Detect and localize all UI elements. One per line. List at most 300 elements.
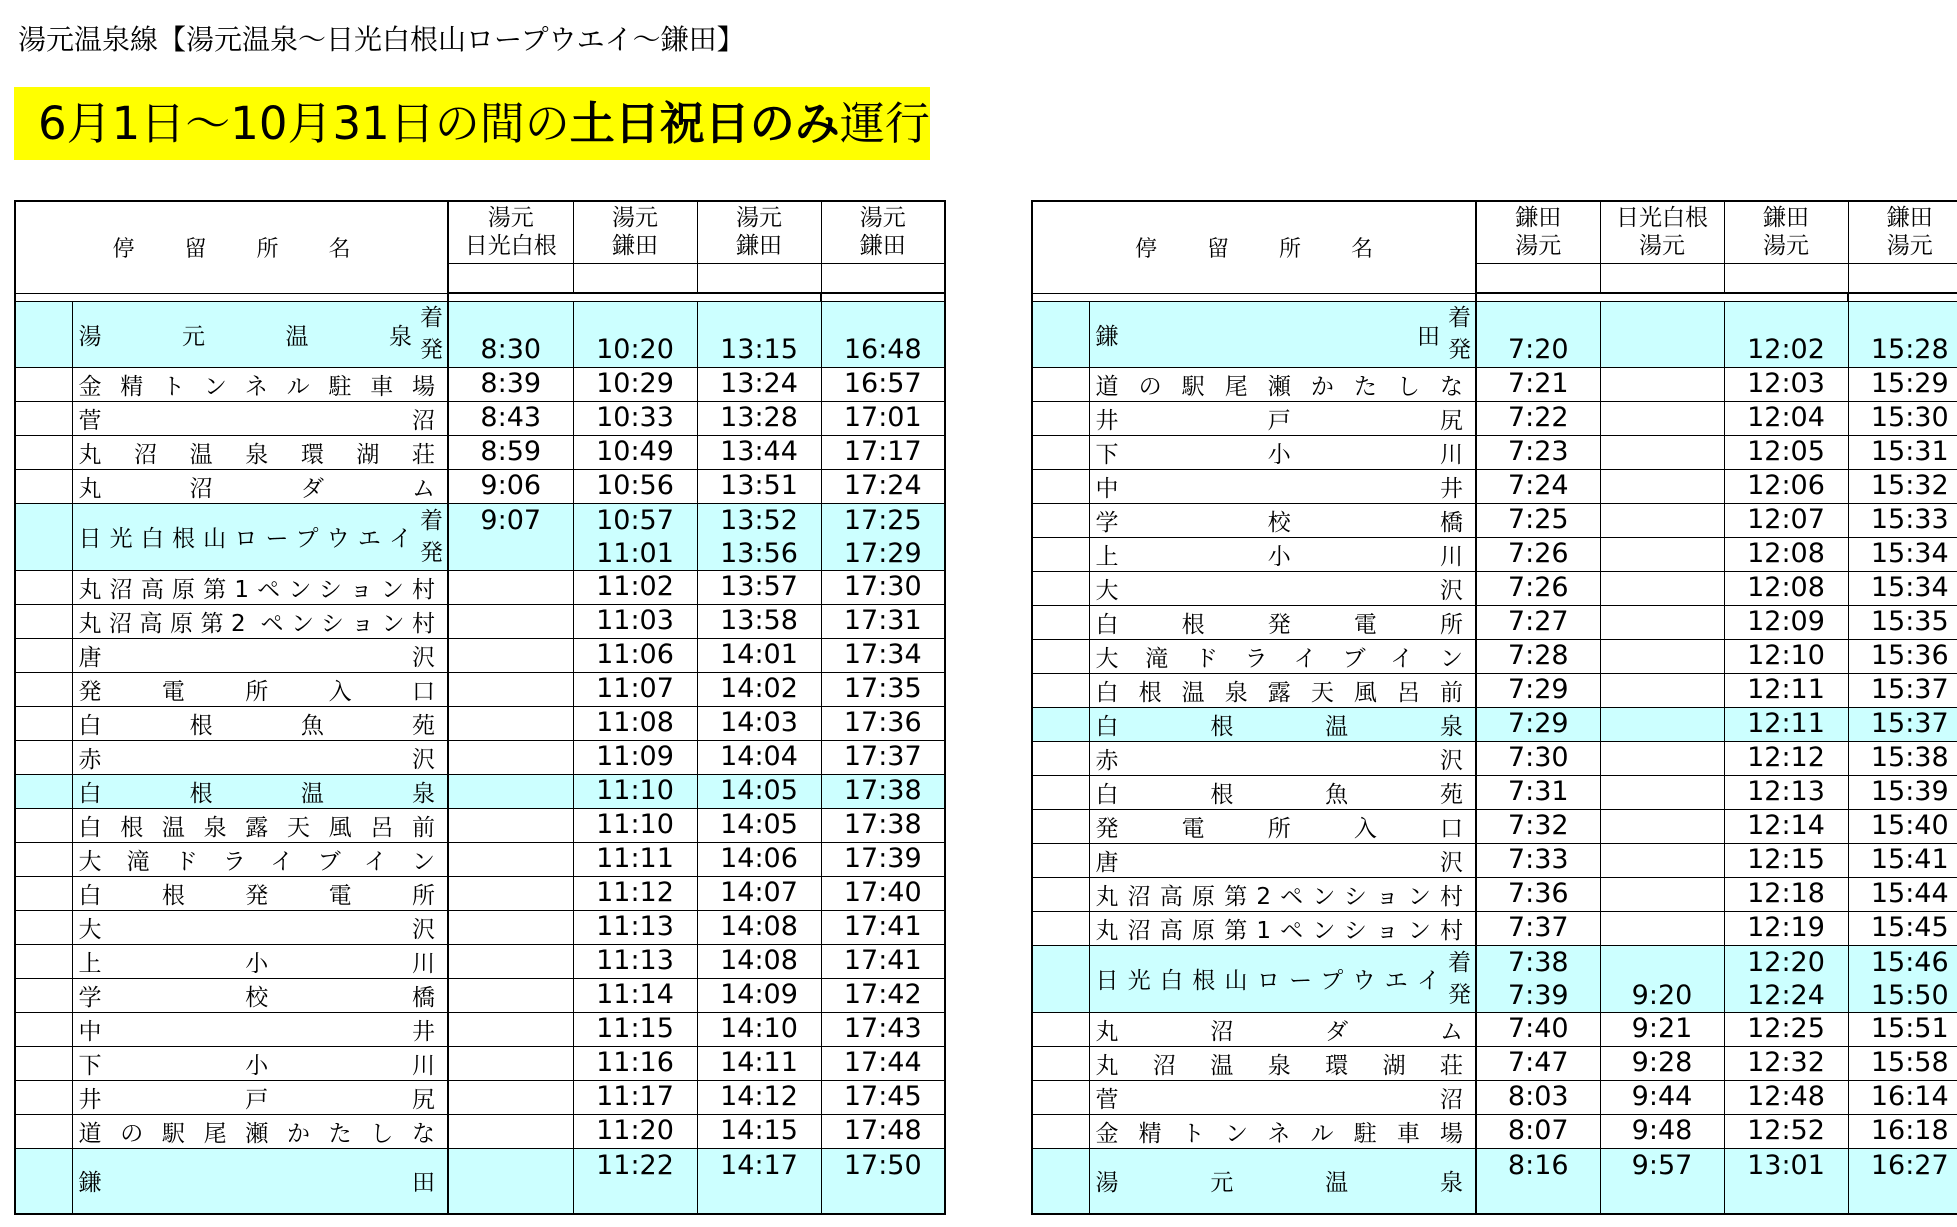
- stop-name-cell: [72, 570, 448, 604]
- stop-name-cell: [1089, 911, 1476, 945]
- stop-name: 白 根 発 電 所: [1095, 611, 1463, 638]
- stop-name-cell: [1089, 673, 1476, 707]
- stop-name-wrap: [1096, 402, 1472, 435]
- time-cell: 7:24: [1476, 469, 1600, 503]
- column-header: [448, 201, 573, 263]
- time-cell: 7:36: [1476, 877, 1600, 911]
- time-cell: 12:48: [1724, 1080, 1848, 1114]
- stop-name: 丸沼高原第2ペンション村: [1095, 883, 1463, 910]
- stop-name-wrap: [1096, 436, 1472, 469]
- stop-name-wrap: [79, 945, 444, 978]
- stop-name-wrap: [79, 877, 444, 910]
- time-cell: 11:17: [573, 1080, 697, 1114]
- column-header-line: 日光白根: [1616, 205, 1708, 231]
- arrive-depart-flags: [420, 302, 443, 366]
- row-marker-cell: [15, 401, 72, 435]
- time-cell: 14:10: [697, 1012, 821, 1046]
- row-marker-cell: [15, 1148, 72, 1214]
- column-header-line: 湯元: [1763, 233, 1809, 259]
- time-cell: 13:24: [697, 367, 821, 401]
- time-cell: 15:45: [1848, 911, 1957, 945]
- time-cell: 11:08: [573, 706, 697, 740]
- stop-name-cell: [72, 638, 448, 672]
- departure-time: [449, 537, 573, 570]
- time-cell: 8:59: [448, 435, 573, 469]
- row-marker-cell: [1032, 911, 1089, 945]
- row-marker-cell: [15, 435, 72, 469]
- time-cell: 11:10: [573, 774, 697, 808]
- row-marker-cell: [1032, 877, 1089, 911]
- stop-name-cell: [72, 469, 448, 503]
- stop-name-wrap: [1096, 844, 1472, 877]
- stop-name-wrap: [1096, 572, 1472, 605]
- arrival-time: 15:46: [1870, 946, 1949, 978]
- column-header-line: 日光白根: [464, 233, 557, 259]
- row-marker-cell: [15, 367, 72, 401]
- time-cell: 8:16: [1476, 1148, 1600, 1214]
- time-cell: 8:43: [448, 401, 573, 435]
- stop-name: 中 井: [78, 1018, 435, 1045]
- time-cell: 13:15: [697, 301, 821, 367]
- row-marker-cell: [15, 1012, 72, 1046]
- stop-name-cell: [72, 876, 448, 910]
- header-stop-name: [15, 201, 448, 293]
- header-stop-name-char: 名: [1350, 236, 1373, 262]
- arrival-time: 7:38: [1507, 946, 1569, 978]
- stop-row: [15, 638, 945, 672]
- time-cell: [1600, 911, 1724, 945]
- stop-name: 大滝ドライブイン: [78, 848, 435, 875]
- stop-name: 道の駅尾瀬かたしな: [1095, 373, 1463, 400]
- stop-name-cell: [72, 774, 448, 808]
- row-marker-cell: [15, 469, 72, 503]
- column-header: [821, 201, 945, 263]
- stop-name-cell: [72, 604, 448, 638]
- stop-name: 鎌 田: [1095, 323, 1440, 350]
- stop-name-wrap: [79, 843, 444, 876]
- time-cell: 17:39: [821, 842, 945, 876]
- timetable-return: [1031, 200, 1957, 1215]
- column-header-line: 湯元: [1639, 233, 1685, 259]
- stop-name-cell: [72, 808, 448, 842]
- time-cell: 15:40: [1848, 809, 1957, 843]
- time-cell: 17:30: [821, 570, 945, 604]
- stop-name-cell: [72, 435, 448, 469]
- time-cell: [1600, 877, 1724, 911]
- stop-row: [1032, 1148, 1957, 1214]
- time-cell: 8:03: [1476, 1080, 1600, 1114]
- time-cell: [1600, 809, 1724, 843]
- column-header-blank: [1600, 263, 1724, 293]
- arrival-time: [1601, 946, 1724, 979]
- time-cell: 15:51: [1848, 1012, 1957, 1046]
- stop-name-cell: [72, 1046, 448, 1080]
- time-cell: 14:02: [697, 672, 821, 706]
- stop-name-cell: [1089, 945, 1476, 1012]
- stop-row: [15, 570, 945, 604]
- header-stop-name-char: 留: [1206, 236, 1229, 262]
- stop-name-cell: [1089, 469, 1476, 503]
- column-header: [697, 201, 821, 263]
- stop-name-cell: [1089, 571, 1476, 605]
- stop-row: [15, 1046, 945, 1080]
- time-cell: 17:48: [821, 1114, 945, 1148]
- stop-name-wrap: [79, 1115, 444, 1148]
- header-stop-name: [1032, 201, 1476, 293]
- time-cell: 9:06: [448, 469, 573, 503]
- time-cell: 15:44: [1848, 877, 1957, 911]
- time-cell: 14:08: [697, 944, 821, 978]
- stop-name-wrap: [79, 368, 444, 401]
- time-cell: [448, 740, 573, 774]
- stop-name: 白 根 魚 苑: [78, 712, 435, 739]
- time-cell: 12:52: [1724, 1114, 1848, 1148]
- stop-name-cell: [72, 367, 448, 401]
- stop-name-wrap: [79, 571, 444, 604]
- time-cell: [1600, 301, 1724, 367]
- stop-name: 唐 沢: [78, 644, 435, 671]
- row-marker-cell: [1032, 741, 1089, 775]
- time-cell: [697, 503, 821, 570]
- row-marker-cell: [1032, 673, 1089, 707]
- time-cell: 11:03: [573, 604, 697, 638]
- header-stop-name-char: 停: [1134, 236, 1157, 262]
- time-cell: [573, 503, 697, 570]
- time-cell: 13:28: [697, 401, 821, 435]
- banner-prefix: 6月1日～10月31日の間の: [38, 97, 570, 150]
- row-marker-cell: [1032, 401, 1089, 435]
- stop-row: [1032, 401, 1957, 435]
- stop-name-wrap: [1096, 947, 1472, 1011]
- departure-time: 17:29: [843, 537, 922, 569]
- time-cell: 12:06: [1724, 469, 1848, 503]
- time-cell: 11:09: [573, 740, 697, 774]
- time-cell: [1600, 537, 1724, 571]
- departure-time: 13:56: [720, 537, 798, 569]
- stop-row: [1032, 1080, 1957, 1114]
- time-cell: 17:42: [821, 978, 945, 1012]
- time-cell: 10:56: [573, 469, 697, 503]
- stop-name-cell: [1089, 707, 1476, 741]
- stop-name-wrap: [1096, 878, 1472, 911]
- stop-name: 下 小 川: [1095, 441, 1463, 468]
- stop-row: [1032, 571, 1957, 605]
- time-cell: [448, 876, 573, 910]
- stop-name: 赤 沢: [78, 746, 435, 773]
- time-cell: 14:01: [697, 638, 821, 672]
- stop-name: 丸沼高原第1ペンション村: [78, 576, 435, 603]
- stop-row: [15, 774, 945, 808]
- stop-name-wrap: [1096, 1115, 1472, 1148]
- stop-name-cell: [1089, 605, 1476, 639]
- stop-name: 金精トンネル駐車場: [78, 373, 435, 400]
- time-cell: 9:48: [1600, 1114, 1724, 1148]
- time-cell: [1476, 945, 1600, 1012]
- stop-row: [15, 1114, 945, 1148]
- stop-name-wrap: [79, 911, 444, 944]
- time-cell: 17:43: [821, 1012, 945, 1046]
- stop-row: [1032, 809, 1957, 843]
- time-cell: 7:26: [1476, 571, 1600, 605]
- row-marker-cell: [1032, 1080, 1089, 1114]
- column-header-blank: [448, 263, 573, 293]
- row-marker-cell: [1032, 1114, 1089, 1148]
- stop-name-wrap: [79, 605, 444, 638]
- time-cell: 11:13: [573, 944, 697, 978]
- time-cell: 17:31: [821, 604, 945, 638]
- depart-label: 発: [420, 539, 443, 566]
- time-cell: 13:01: [1724, 1148, 1848, 1214]
- time-cell: 15:34: [1848, 571, 1957, 605]
- time-cell: 9:57: [1600, 1148, 1724, 1214]
- departure-time: 7:39: [1507, 979, 1569, 1011]
- time-cell: [1600, 741, 1724, 775]
- time-cell: 15:34: [1848, 537, 1957, 571]
- stop-name-wrap: [1096, 1164, 1472, 1197]
- stop-row: [15, 740, 945, 774]
- stop-name-wrap: [1096, 1047, 1472, 1080]
- time-cell: 11:07: [573, 672, 697, 706]
- stop-name-cell: [1089, 843, 1476, 877]
- stop-name: 中 井: [1095, 475, 1463, 502]
- stop-name-wrap: [1096, 1013, 1472, 1046]
- time-cell: 17:45: [821, 1080, 945, 1114]
- stop-name-cell: [1089, 877, 1476, 911]
- stop-name-cell: [1089, 1046, 1476, 1080]
- stop-name-cell: [1089, 741, 1476, 775]
- time-cell: 15:36: [1848, 639, 1957, 673]
- stop-name-wrap: [79, 673, 444, 706]
- row-marker-cell: [15, 1114, 72, 1148]
- time-cell: 7:23: [1476, 435, 1600, 469]
- time-cell: 17:17: [821, 435, 945, 469]
- stop-name: 白 根 魚 苑: [1095, 781, 1463, 808]
- stop-name-wrap: [79, 979, 444, 1012]
- time-cell: 15:35: [1848, 605, 1957, 639]
- stop-row: [1032, 301, 1957, 367]
- time-cell: 7:31: [1476, 775, 1600, 809]
- column-header: [573, 201, 697, 263]
- stop-name: 丸沼温泉環湖荘: [78, 441, 435, 468]
- time-cell: 12:11: [1724, 707, 1848, 741]
- stop-name: 丸沼温泉環湖荘: [1095, 1052, 1463, 1079]
- stop-row: [1032, 673, 1957, 707]
- time-cell: 14:15: [697, 1114, 821, 1148]
- time-cell: 11:22: [573, 1148, 697, 1214]
- header-stop-name-char: 所: [256, 236, 279, 262]
- stop-row: [1032, 877, 1957, 911]
- stop-row: [15, 842, 945, 876]
- departure-time: 9:20: [1631, 979, 1693, 1011]
- time-cell: 10:29: [573, 367, 697, 401]
- time-cell: 7:29: [1476, 707, 1600, 741]
- row-marker-cell: [1032, 571, 1089, 605]
- time-cell: 14:08: [697, 910, 821, 944]
- time-cell: 14:05: [697, 808, 821, 842]
- time-cell: [448, 910, 573, 944]
- time-cell: 17:38: [821, 774, 945, 808]
- time-cell: 7:21: [1476, 367, 1600, 401]
- time-cell: [821, 503, 945, 570]
- time-cell: [448, 1148, 573, 1214]
- stop-name: 井 戸 尻: [78, 1086, 435, 1113]
- time-cell: 17:36: [821, 706, 945, 740]
- time-cell: [448, 774, 573, 808]
- row-marker-cell: [15, 876, 72, 910]
- time-cell: 11:15: [573, 1012, 697, 1046]
- time-cell: 12:08: [1724, 537, 1848, 571]
- time-cell: [448, 1046, 573, 1080]
- depart-label: 発: [1448, 337, 1471, 363]
- stop-name-cell: [1089, 537, 1476, 571]
- row-marker-cell: [1032, 605, 1089, 639]
- column-header-line: 湯元: [1886, 233, 1933, 259]
- time-cell: [448, 842, 573, 876]
- row-marker-cell: [1032, 945, 1089, 1012]
- arrive-label: 着: [1448, 949, 1471, 976]
- time-cell: 16:57: [821, 367, 945, 401]
- time-cell: [1848, 945, 1957, 1012]
- row-marker-cell: [1032, 537, 1089, 571]
- time-cell: [1600, 367, 1724, 401]
- stop-name: 大 沢: [78, 916, 435, 943]
- stop-row: [1032, 435, 1957, 469]
- time-cell: 15:38: [1848, 741, 1957, 775]
- column-header-blank: [697, 263, 821, 293]
- time-cell: 17:34: [821, 638, 945, 672]
- time-cell: 7:29: [1476, 673, 1600, 707]
- time-cell: [448, 706, 573, 740]
- stop-name-wrap: [79, 505, 444, 569]
- time-cell: 15:30: [1848, 401, 1957, 435]
- time-cell: 12:05: [1724, 435, 1848, 469]
- stop-name: 大滝ドライブイン: [1095, 645, 1463, 672]
- stop-name: 白根温泉露天風呂前: [78, 814, 435, 841]
- column-header: [1600, 201, 1724, 263]
- arrival-time: 17:25: [843, 504, 922, 536]
- depart-label: 発: [420, 337, 443, 363]
- stop-name: 赤 沢: [1095, 747, 1463, 774]
- stop-row: [1032, 775, 1957, 809]
- page-title: 湯元温泉線【湯元温泉～日光白根山ロープウエイ～鎌田】: [18, 23, 745, 56]
- time-cell: 17:24: [821, 469, 945, 503]
- stop-name-cell: [1089, 809, 1476, 843]
- stop-name-wrap: [1096, 776, 1472, 809]
- time-cell: [1600, 707, 1724, 741]
- time-cell: 11:12: [573, 876, 697, 910]
- time-cell: 11:06: [573, 638, 697, 672]
- row-marker-cell: [1032, 809, 1089, 843]
- row-marker-cell: [1032, 367, 1089, 401]
- arrival-time: 13:52: [720, 504, 798, 536]
- row-marker-cell: [15, 978, 72, 1012]
- time-cell: 15:37: [1848, 673, 1957, 707]
- row-marker-cell: [1032, 1046, 1089, 1080]
- row-marker-cell: [1032, 775, 1089, 809]
- time-cell: 13:57: [697, 570, 821, 604]
- stop-row: [15, 604, 945, 638]
- stop-name: 菅 沼: [78, 407, 435, 434]
- column-header-line: 鎌田: [612, 233, 658, 259]
- time-cell: [448, 944, 573, 978]
- time-cell: [1600, 503, 1724, 537]
- time-cell: 7:25: [1476, 503, 1600, 537]
- row-marker-cell: [1032, 503, 1089, 537]
- stop-row: [15, 1012, 945, 1046]
- time-cell: 16:27: [1848, 1148, 1957, 1214]
- time-cell: 17:41: [821, 944, 945, 978]
- stop-name-wrap: [79, 1047, 444, 1080]
- row-marker-cell: [1032, 301, 1089, 367]
- stop-row: [15, 876, 945, 910]
- row-marker-cell: [1032, 435, 1089, 469]
- stop-name-cell: [72, 910, 448, 944]
- time-cell: 11:11: [573, 842, 697, 876]
- stop-name: 丸 沼 ダ ム: [1095, 1018, 1463, 1045]
- stop-name: 学 校 橋: [78, 984, 435, 1011]
- time-cell: [448, 638, 573, 672]
- time-cell: 7:20: [1476, 301, 1600, 367]
- stop-name: 丸沼高原第2 ペンション村: [78, 610, 435, 637]
- column-header-blank: [1724, 263, 1848, 293]
- time-cell: 14:09: [697, 978, 821, 1012]
- column-header-line: 鎌田: [859, 233, 906, 259]
- row-marker-cell: [1032, 639, 1089, 673]
- timetable-outbound: [14, 200, 946, 1215]
- time-cell: 12:15: [1724, 843, 1848, 877]
- column-header: [1476, 201, 1600, 263]
- time-cell: [448, 503, 573, 570]
- stop-name: 学 校 橋: [1095, 509, 1463, 536]
- time-cell: 11:10: [573, 808, 697, 842]
- stop-name-wrap: [79, 639, 444, 672]
- row-marker-cell: [15, 740, 72, 774]
- stop-name: 下 小 川: [78, 1052, 435, 1079]
- stop-name-cell: [1089, 1148, 1476, 1214]
- stop-name: 丸沼高原第1ペンション村: [1095, 917, 1463, 944]
- time-cell: 7:28: [1476, 639, 1600, 673]
- time-cell: 17:40: [821, 876, 945, 910]
- stop-row: [1032, 469, 1957, 503]
- stop-name: 白根温泉露天風呂前: [1095, 679, 1463, 706]
- stop-row: [15, 910, 945, 944]
- stop-name-cell: [72, 944, 448, 978]
- departure-time: 11:01: [596, 537, 674, 569]
- time-cell: 14:17: [697, 1148, 821, 1214]
- stop-name-wrap: [1096, 708, 1472, 741]
- stop-name-wrap: [1096, 368, 1472, 401]
- time-cell: 11:13: [573, 910, 697, 944]
- time-cell: 15:41: [1848, 843, 1957, 877]
- stop-row: [15, 367, 945, 401]
- time-cell: 9:21: [1600, 1012, 1724, 1046]
- time-cell: [448, 1114, 573, 1148]
- banner-suffix: 運行: [839, 97, 930, 150]
- stop-name-wrap: [79, 1081, 444, 1114]
- stop-name-wrap: [1096, 912, 1472, 945]
- time-cell: [1600, 673, 1724, 707]
- time-cell: 12:09: [1724, 605, 1848, 639]
- stop-name-cell: [1089, 503, 1476, 537]
- stop-name: 鎌 田: [78, 1170, 435, 1197]
- row-marker-cell: [15, 638, 72, 672]
- departure-time: 15:50: [1870, 979, 1949, 1011]
- stop-name: 発 電 所 入 口: [78, 678, 435, 705]
- time-cell: 14:07: [697, 876, 821, 910]
- row-marker-cell: [1032, 1148, 1089, 1214]
- time-cell: [448, 672, 573, 706]
- stop-name-cell: [72, 842, 448, 876]
